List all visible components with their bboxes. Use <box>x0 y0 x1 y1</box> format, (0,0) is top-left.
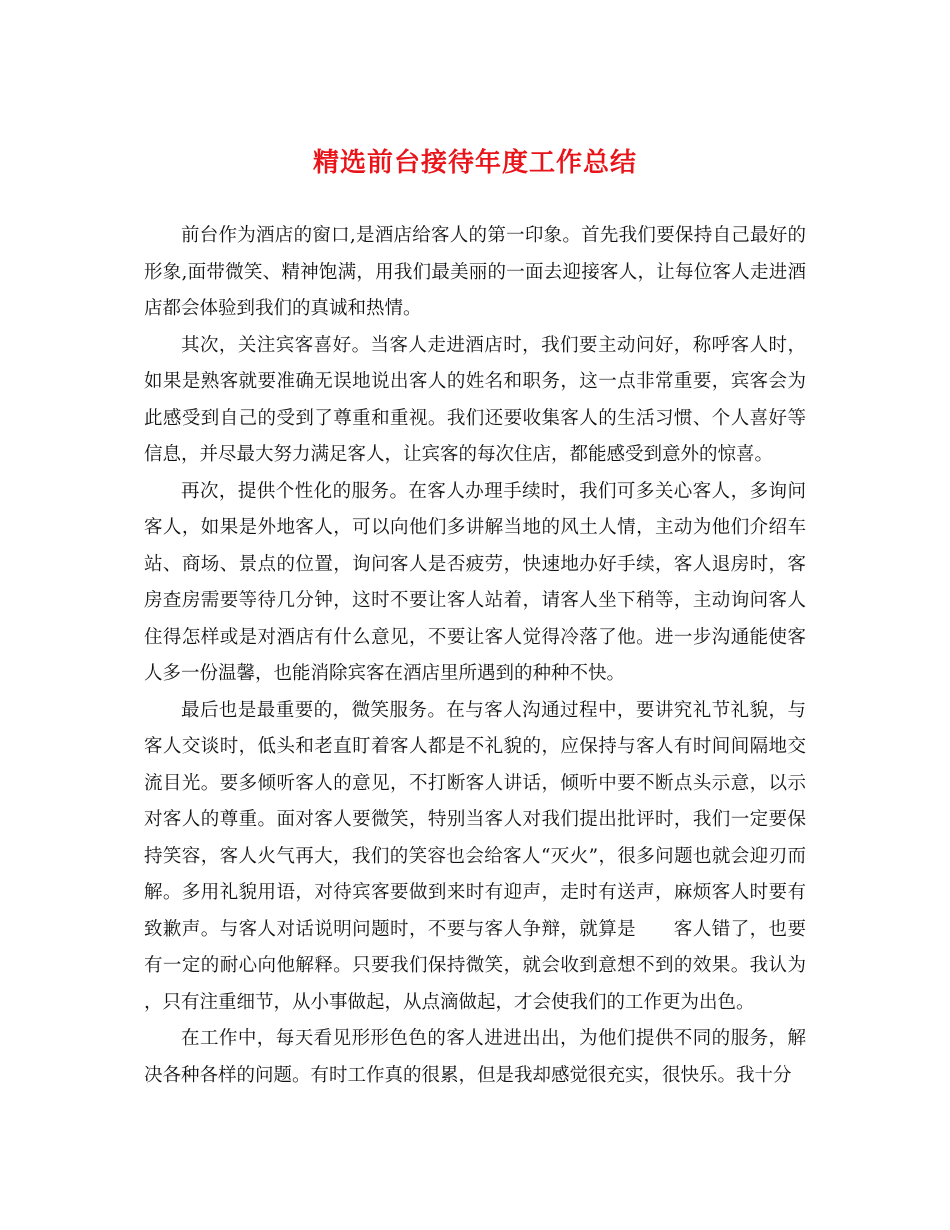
document-body <box>144 218 806 1094</box>
paragraph-2: 其次，关注宾客喜好。当客人走进酒店时，我们要主动问好，称呼客人时，如果是熟客就要准确无误地说出客人的姓名和职务，这一点非常重要，宾客会为此感受到自己的受到了尊重和重视。我们还要收集客人的生活习惯、个人喜好等信息，并尽最大努力满足客人，让宾客的每次住店，都能感受到意外的惊喜。 <box>144 334 806 465</box>
paragraph-1: 前台作为酒店的窗口,是酒店给客人的第一印象。首先我们要保持自己最好的形象,面带微笑、精神饱满，用我们最美丽的一面去迎接客人，让每位客人走进酒店都会体验到我们的真诚和热情。 <box>144 225 806 319</box>
paragraph-4: 最后也是最重要的，微笑服务。在与客人沟通过程中，要讲究礼节礼貌，与客人交谈时，低头和老直盯着客人都是不礼貌的，应保持与客人有时间间隔地交流目光。要多倾听客人的意见，不打断客人讲话，倾听中要不断点头示意，以示对客人的尊重。面对客人要微笑，特别当客人对我们提出批评时，我们一定要保持笑容，客人火气再大，我们的笑容也会给客人“灭火”，很多问题也就会迎刃而解。多用礼貌用语，对待宾客要做到来时有迎声，走时有送声，麻烦客人时要有致歉声。与客人对话说明问题时，不要与客人争辩，就算是 客人错了，也要有一定的耐心向他解释。只要我们保持微笑，就会收到意想不到的效果。我认为，只有注重细节，从小事做起，从点滴做起，才会使我们的工作更为出色。 <box>144 699 806 1013</box>
document-title: 精选前台接待年度工作总结 <box>312 148 637 178</box>
paragraph-5: 在工作中，每天看见形形色色的客人进进出出，为他们提供不同的服务，解决各种各样的问题。有时工作真的很累，但是我却感觉很充实，很快乐。我十分 <box>144 1028 806 1086</box>
paragraph-3: 再次，提供个性化的服务。在客人办理手续时，我们可多关心客人，多询问客人，如果是外地客人，可以向他们多讲解当地的风土人情，主动为他们介绍车站、商场、景点的位置，询问客人是否疲劳，快速地办好手续，客人退房时，客房查房需要等待几分钟，这时不要让客人站着，请客人坐下稍等，主动询问客人住得怎样或是对酒店有什么意见，不要让客人觉得冷落了他。进一步沟通能使客人多一份温馨，也能消除宾客在酒店里所遇到的种种不快。 <box>144 480 806 684</box>
